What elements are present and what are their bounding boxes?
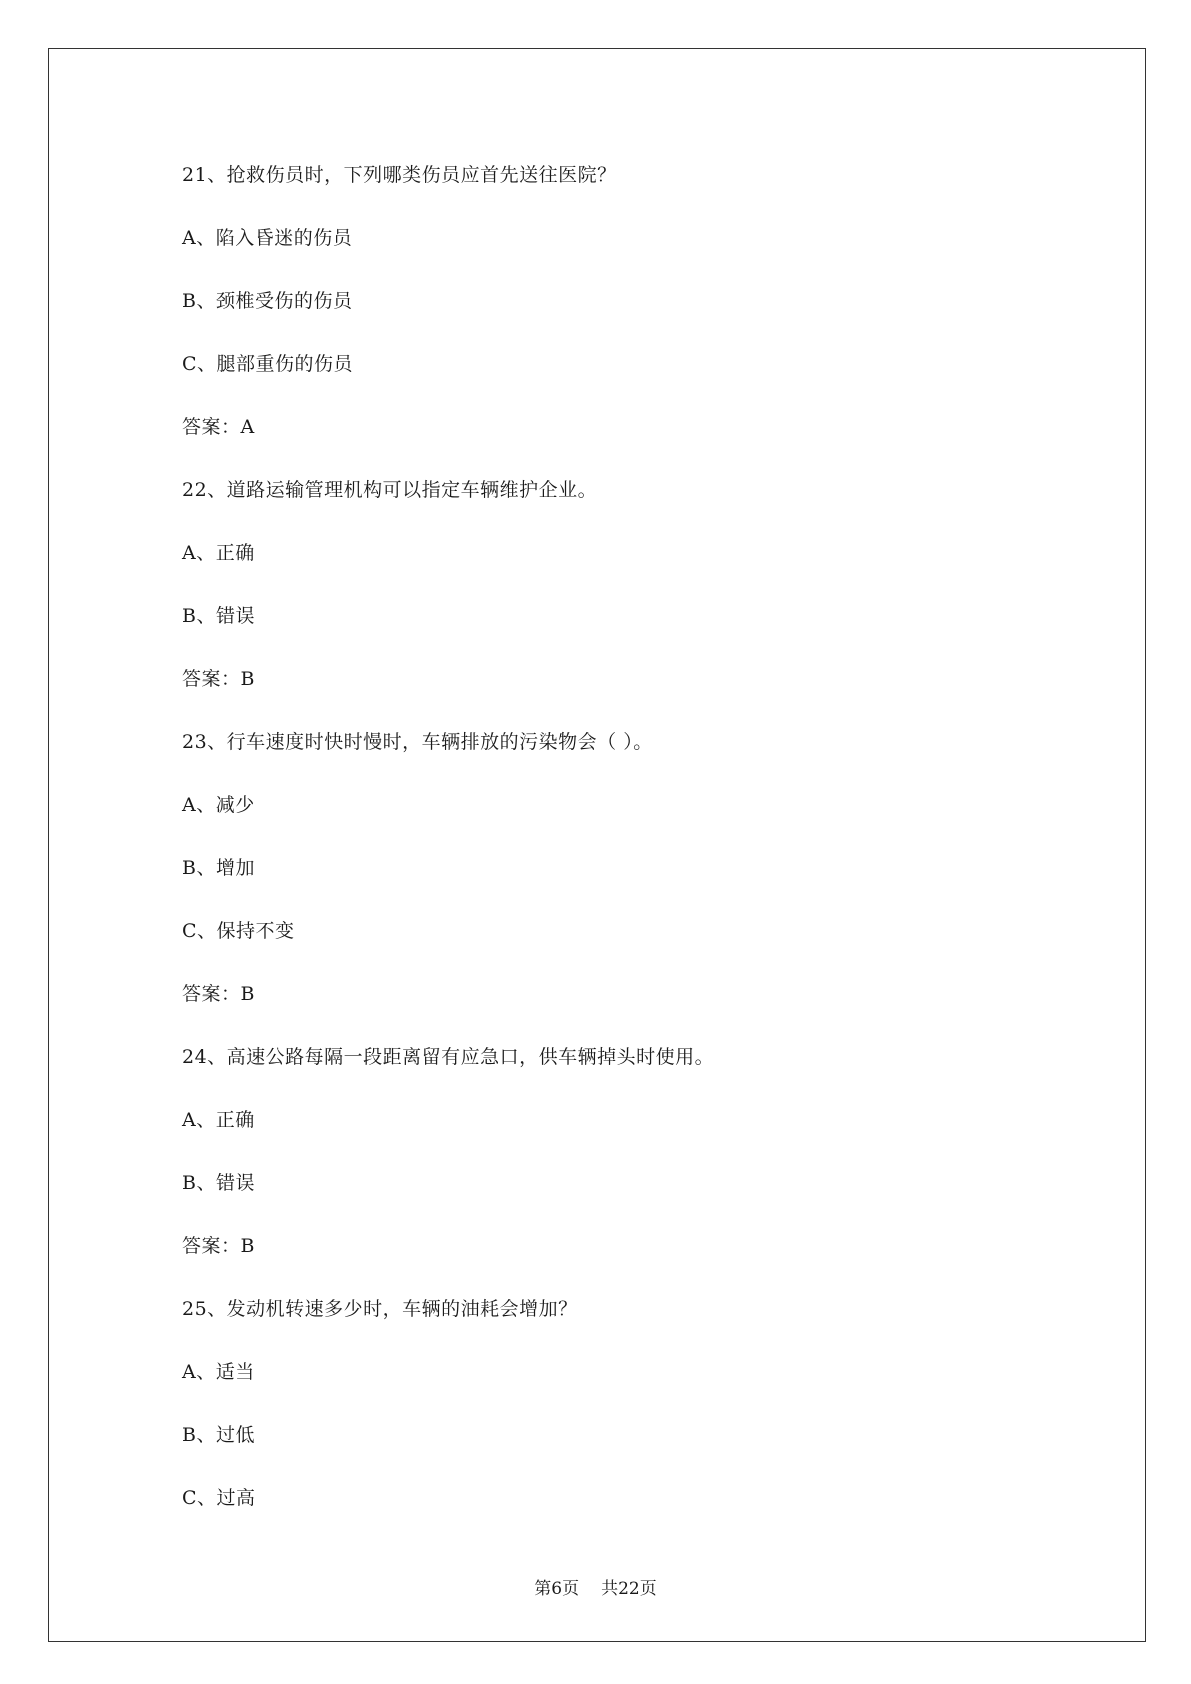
page-number: 第6页 — [534, 1579, 580, 1599]
option-23-b: B、增加 — [182, 857, 255, 879]
option-21-c: C、腿部重伤的伤员 — [182, 353, 354, 375]
question-list — [182, 163, 1082, 1549]
answer-23: 答案：B — [182, 983, 255, 1005]
option-25-c: C、过高 — [182, 1487, 256, 1509]
question-22: 22、道路运输管理机构可以指定车辆维护企业。 — [182, 479, 598, 501]
option-21-b: B、颈椎受伤的伤员 — [182, 290, 353, 312]
question-21: 21、抢救伤员时，下列哪类伤员应首先送往医院？ — [182, 164, 617, 186]
answer-22: 答案：B — [182, 668, 255, 690]
page-total: 共22页 — [601, 1579, 657, 1599]
question-24: 24、高速公路每隔一段距离留有应急口，供车辆掉头时使用。 — [182, 1046, 715, 1068]
option-24-b: B、错误 — [182, 1172, 255, 1194]
question-25: 25、发动机转速多少时，车辆的油耗会增加？ — [182, 1298, 578, 1320]
option-23-c: C、保持不变 — [182, 920, 295, 942]
option-21-a: A、陷入昏迷的伤员 — [182, 227, 353, 249]
page-footer — [0, 1574, 1191, 1599]
option-25-a: A、适当 — [182, 1361, 255, 1383]
option-24-a: A、正确 — [182, 1109, 255, 1131]
option-22-b: B、错误 — [182, 605, 255, 627]
question-23: 23、行车速度时快时慢时，车辆排放的污染物会（ ）。 — [182, 731, 653, 753]
option-25-b: B、过低 — [182, 1424, 255, 1446]
option-22-a: A、正确 — [182, 542, 255, 564]
answer-21: 答案：A — [182, 416, 255, 438]
answer-24: 答案：B — [182, 1235, 255, 1257]
option-23-a: A、减少 — [182, 794, 255, 816]
